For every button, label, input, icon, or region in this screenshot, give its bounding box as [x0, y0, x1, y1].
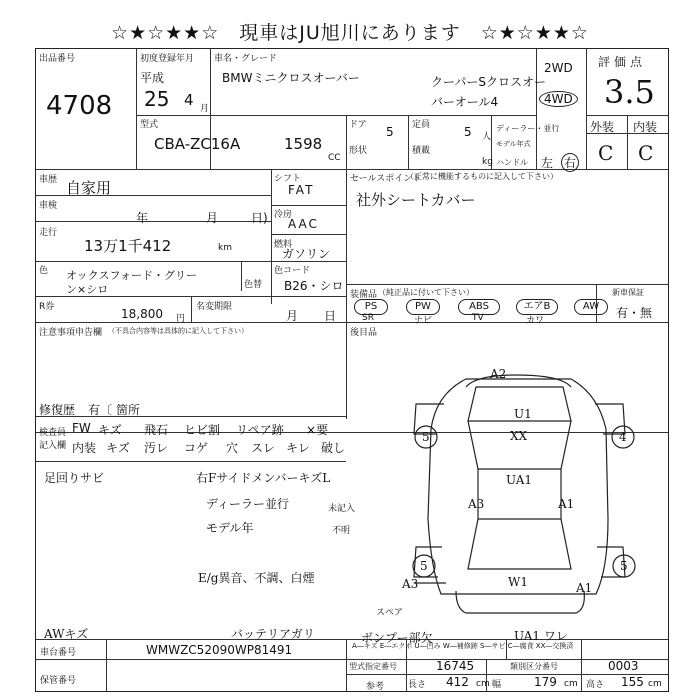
mark-a1-side: A1	[558, 497, 575, 511]
width-unit: cm	[564, 679, 578, 689]
displacement-unit: CC	[328, 153, 341, 163]
storage-label: 保管番号	[40, 676, 77, 686]
type-designation-label: 型式指定番号	[349, 662, 397, 671]
interior-label: 内装	[633, 120, 658, 134]
exterior-grade: C	[598, 141, 614, 165]
note-bumper-missing: ボンプー部欠	[361, 631, 433, 645]
equip-abs: ABS	[458, 299, 500, 315]
rear-seat-label: 後目品	[350, 328, 378, 338]
dealer-label: ディーラー・並行	[496, 124, 560, 133]
repair-value2: 箇所	[116, 403, 141, 417]
equip-tv: TV	[472, 313, 484, 323]
fuel-label: 燃料	[274, 240, 293, 250]
note-engine: E/g異音、不調、白煙	[198, 571, 315, 585]
equip-sr: SR	[362, 313, 374, 323]
score-label: 評価点	[598, 55, 647, 69]
mark-xx: XX	[510, 429, 528, 443]
mark-ua1-crack: UA1 ワレ	[514, 629, 568, 643]
model-year-label: モデル年式	[496, 140, 531, 148]
drive-4wd: 4WD	[539, 91, 578, 107]
height-label: 高さ	[586, 680, 605, 690]
shift-value: FAT	[288, 183, 315, 197]
color-value2: ン×シロ	[66, 283, 109, 296]
mileage-value: 13万1千412	[84, 237, 172, 255]
capacity-unit: kg	[482, 157, 493, 167]
inspector-int-burn: コゲ	[184, 441, 209, 455]
equip-pw: PW	[406, 299, 440, 315]
inspector-int-cut: キレ	[286, 441, 310, 455]
dimensions-ref: 参考	[366, 682, 385, 692]
registration-month: 4	[184, 91, 194, 109]
registration-label: 初度登録年月	[140, 54, 195, 64]
height-unit: cm	[648, 679, 662, 689]
mark-ua1: UA1	[506, 473, 533, 487]
car-name: BMWミニクロスオーバー	[222, 71, 360, 85]
selling-points-value: 社外シートカバー	[356, 191, 476, 209]
capacity-label: 積載	[412, 146, 431, 156]
note-battery: バッテリアガリ	[231, 627, 315, 641]
inspector-repair: リペア跡	[236, 423, 284, 437]
model-code: CBA-ZC16A	[154, 135, 241, 153]
doors-label: ドア	[349, 120, 367, 130]
inspector-stone: 飛石	[144, 423, 169, 437]
chassis-number: WMWZC52090WP81491	[146, 643, 293, 657]
inspector-int-dirt: 汚レ	[144, 441, 169, 455]
mark-a3-side: A3	[468, 497, 485, 511]
inspector-int-scratch: キズ	[106, 441, 130, 455]
length-unit: cm	[476, 679, 490, 689]
score-value: 3.5	[604, 73, 655, 111]
width-label: 幅	[492, 680, 502, 690]
registration-month-unit: 月	[200, 104, 210, 114]
inspector-replace: ×要	[306, 423, 329, 437]
note-model-year: モデル年	[206, 521, 254, 535]
color-label: 色	[39, 266, 49, 276]
repair-value: 有〔	[88, 403, 113, 417]
shape-label: 形状	[349, 146, 368, 156]
inspector-crack: ヒビ割	[184, 423, 221, 437]
mark-a3-rear: A3	[402, 577, 419, 591]
history-value: 自家用	[66, 179, 112, 197]
class-number: 0003	[608, 659, 639, 673]
inspector-int-tear: 破し	[321, 441, 346, 455]
width-value: 179	[534, 675, 557, 689]
inspection-label: 車検	[39, 201, 58, 211]
color-code: B26・シロ	[284, 279, 344, 293]
interior-grade: C	[638, 141, 654, 165]
car-grade-line2: バーオール4	[431, 95, 499, 109]
equip-navi: ナビ	[414, 316, 433, 326]
note-suspension-rust: 足回りサビ	[44, 471, 105, 485]
lot-number: 4708	[46, 91, 113, 121]
car-name-label: 車名・グレード	[214, 54, 278, 64]
selling-points-sub: （正常に機能するものに記入して下さい）	[406, 172, 558, 181]
length-label: 長さ	[408, 680, 427, 690]
length-value: 412	[446, 675, 469, 689]
seats-label: 定員	[412, 120, 431, 130]
displacement: 1598	[284, 135, 323, 153]
name-change-label: 名変期限	[196, 302, 233, 312]
page-title: ☆★☆★★☆ 現車はJU旭川にあります ☆★☆★★☆	[111, 22, 589, 44]
inspector-label2: 記入欄	[39, 441, 67, 451]
warranty-label: 新車保証	[612, 288, 644, 297]
inspector-interior: 内装	[72, 441, 97, 455]
mark-a2: A2	[490, 367, 507, 381]
equipment-label: 装備品	[350, 290, 378, 300]
history-label: 車歴	[39, 175, 58, 185]
warranty-value: 有・無	[616, 306, 653, 320]
model-label: 型式	[140, 120, 159, 130]
recycle-value: 18,800	[121, 307, 163, 321]
handle-right: 右	[561, 153, 579, 172]
note-side-member: 右FサイドメンバーキズL	[196, 471, 331, 485]
circle-rear-left: 5	[420, 559, 428, 573]
diagram-legend: A―キズ E―エクボ U―凹み W―補修跡 S―サビ C―腐食 XX―交換済	[352, 642, 574, 650]
color-swap-label: 色替	[244, 280, 263, 290]
inspection-month: 月	[206, 211, 219, 225]
inspector-int-hole: 穴	[226, 441, 239, 455]
recycle-label: R券	[39, 302, 55, 312]
note-aw-scratch: AWキズ	[44, 627, 89, 641]
doors-value: 5	[386, 125, 394, 139]
note-unknown: 不明	[332, 526, 351, 536]
note-spare: スペア	[376, 608, 404, 618]
height-value: 155	[621, 675, 644, 689]
note-parallel: ディーラー並行	[206, 497, 290, 511]
inspector-label1: 検査員	[39, 428, 67, 438]
equipment-sub: （純正品に付いて下さい）	[378, 288, 474, 297]
equip-airbag: エアB	[516, 299, 558, 315]
recycle-unit: 円	[176, 314, 186, 324]
lot-label: 出品番号	[39, 54, 76, 64]
damage-diagram	[36, 49, 668, 691]
inspector-int-wear: スレ	[251, 441, 276, 455]
mark-u1-front: U1	[514, 407, 532, 421]
note-not-filled: 未記入	[328, 504, 356, 514]
repair-label: 修復歴	[39, 403, 76, 417]
equip-leather: カワ	[526, 316, 545, 326]
color-code-label: 色コード	[274, 266, 311, 276]
color-value1: オックスフォード・グリー	[66, 269, 198, 282]
inspection-year: 年	[136, 211, 149, 225]
mileage-unit: km	[218, 243, 232, 253]
handle-label: ハンドル	[496, 158, 528, 167]
circle-rear-right: 5	[620, 559, 628, 573]
notes-sub: （不具合内容等は具体的に記入して下さい）	[108, 327, 248, 335]
equip-aw: AW	[574, 299, 608, 315]
type-designation: 16745	[436, 659, 475, 673]
shift-label: シフト	[274, 174, 302, 184]
auction-sheet	[35, 48, 669, 692]
name-change-day: 日	[324, 309, 337, 323]
seats-value: 5	[464, 125, 472, 139]
mark-a1-rear: A1	[576, 581, 593, 595]
chassis-label: 車台番号	[40, 648, 77, 658]
fuel-value: ガソリン	[282, 247, 331, 261]
circle-front-left: 5	[422, 430, 430, 444]
equip-ps: PS	[354, 299, 388, 315]
mileage-label: 走行	[39, 228, 58, 238]
mark-w1: W1	[508, 575, 528, 589]
registration-era: 平成	[140, 71, 165, 85]
inspector-scratch: キズ	[98, 423, 122, 437]
class-number-label: 類別区分番号	[510, 662, 558, 671]
ac-value: AAC	[288, 217, 319, 231]
ac-label: 冷房	[274, 210, 293, 220]
handle-left: 左	[541, 156, 554, 170]
seats-unit: 人	[482, 132, 492, 142]
circle-front-right: 4	[619, 430, 627, 444]
inspection-day: 日)	[251, 211, 268, 225]
exterior-label: 外装	[590, 120, 615, 134]
selling-points-label: セールスポイント	[350, 174, 422, 184]
car-grade-line1: クーパーSクロスオー	[431, 75, 547, 89]
inspector-fw: FW	[72, 421, 91, 435]
registration-year: 25	[144, 87, 170, 111]
notes-label: 注意事項申告欄	[39, 328, 103, 338]
name-change-month: 月	[286, 309, 299, 323]
drive-2wd: 2WD	[544, 61, 573, 75]
